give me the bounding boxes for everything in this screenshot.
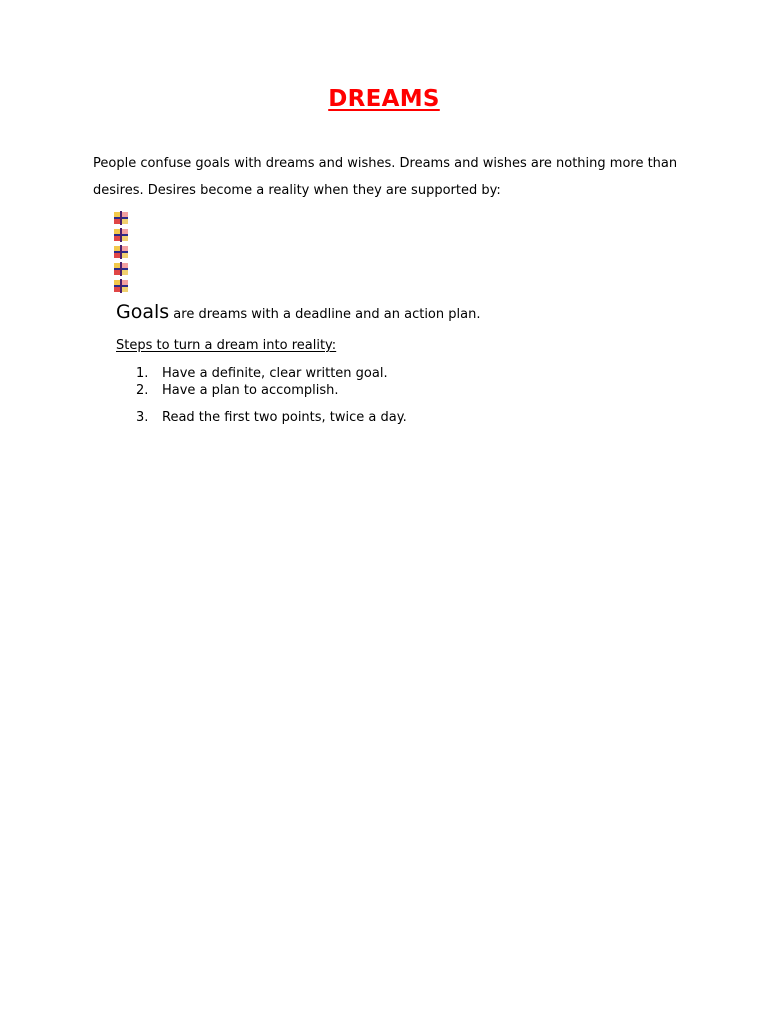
cross-bullet-icon bbox=[114, 279, 128, 293]
list-item bbox=[114, 210, 128, 227]
step-text: Have a plan to accomplish. bbox=[162, 383, 339, 398]
steps-heading: Steps to turn a dream into reality: bbox=[116, 338, 337, 353]
list-item bbox=[116, 382, 407, 399]
list-item bbox=[114, 227, 128, 244]
list-item bbox=[114, 260, 128, 277]
step-number: 3. bbox=[136, 410, 149, 425]
cross-bullet-icon bbox=[114, 262, 128, 276]
intro-paragraph: People confuse goals with dreams and wishes. Dreams and wishes are nothing more than desires. Desires become a reality when they are supported by: bbox=[93, 156, 678, 198]
list-item bbox=[114, 244, 128, 261]
step-number: 2. bbox=[136, 383, 149, 398]
cross-bullet-icon bbox=[114, 228, 128, 242]
goals-definition bbox=[116, 301, 480, 323]
page-title: DREAMS bbox=[328, 86, 440, 112]
list-item bbox=[114, 277, 128, 294]
cross-bullet-icon bbox=[114, 245, 128, 259]
goals-word: Goals bbox=[116, 301, 170, 323]
goals-definition-text: are dreams with a deadline and an action plan. bbox=[169, 307, 481, 322]
bullet-list bbox=[114, 210, 128, 294]
cross-bullet-icon bbox=[114, 211, 128, 225]
step-text: Have a definite, clear written goal. bbox=[162, 366, 388, 381]
steps-list bbox=[116, 365, 407, 426]
list-item bbox=[116, 409, 407, 426]
list-item bbox=[116, 365, 407, 382]
step-text: Read the first two points, twice a day. bbox=[162, 410, 407, 425]
step-number: 1. bbox=[136, 366, 149, 381]
